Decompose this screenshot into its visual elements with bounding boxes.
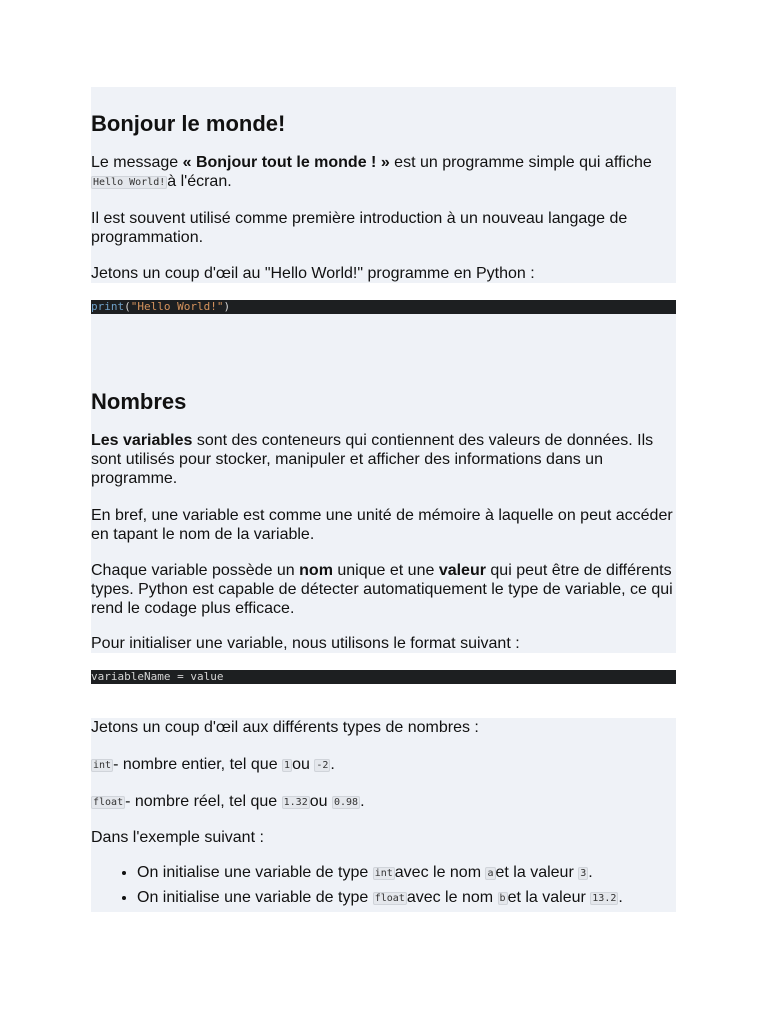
heading-numbers: Nombres: [91, 389, 187, 414]
code-block-print: print("Hello World!"): [91, 300, 676, 314]
section-numbers-panel: [91, 314, 676, 653]
list-item: • On initialise une variable de type int avec le nom a et la valeur 3 .: [137, 861, 677, 886]
numbers-paragraph-1: Les variables sont des conteneurs qui contiennent des valeurs de données. Ils sont utilisés pour stocker, manipuler et afficher des informations dans un programme.: [91, 432, 654, 487]
numbers-paragraph-3: Chaque variable possède un nom unique et une valeur qui peut être de différents types. Python est capable de détecter automatiquement le type de variable, ce qui rend le codage plus efficace.: [91, 562, 673, 617]
code-block-variable: variableName = value: [91, 670, 676, 684]
hello-message-bold: « Bonjour tout le monde ! »: [182, 154, 390, 171]
hello-paragraph-1: Le message « Bonjour tout le monde ! » est un programme simple qui affiche Hello World! à l'écran.: [91, 154, 652, 190]
types-intro: Jetons un coup d'œil aux différents types de nombres :: [91, 719, 479, 736]
example-bullet-list: [91, 861, 677, 911]
example-intro: Dans l'exemple suivant :: [91, 829, 264, 846]
inline-code-hello: Hello World!: [93, 177, 166, 188]
section-hello-panel: [91, 87, 676, 283]
section-types-panel: [91, 718, 676, 912]
numbers-paragraph-2: En bref, une variable est comme une unité de mémoire à laquelle on peut accéder en tapant le nom de la variable.: [91, 507, 673, 543]
float-type-line: float - nombre réel, tel que 1.32 ou 0.98 .: [93, 793, 365, 810]
numbers-paragraph-4: Pour initialiser une variable, nous utilisons le format suivant :: [91, 635, 520, 652]
hello-paragraph-2: Il est souvent utilisé comme première introduction à un nouveau langage de programmation.: [91, 210, 628, 246]
list-item: • On initialise une variable de type float avec le nom b et la valeur 13.2 .: [137, 886, 677, 911]
int-type-line: int - nombre entier, tel que 1 ou -2 .: [93, 756, 335, 773]
hello-paragraph-3: Jetons un coup d'œil au "Hello World!" programme en Python :: [91, 265, 535, 282]
heading-hello: Bonjour le monde!: [91, 111, 286, 136]
